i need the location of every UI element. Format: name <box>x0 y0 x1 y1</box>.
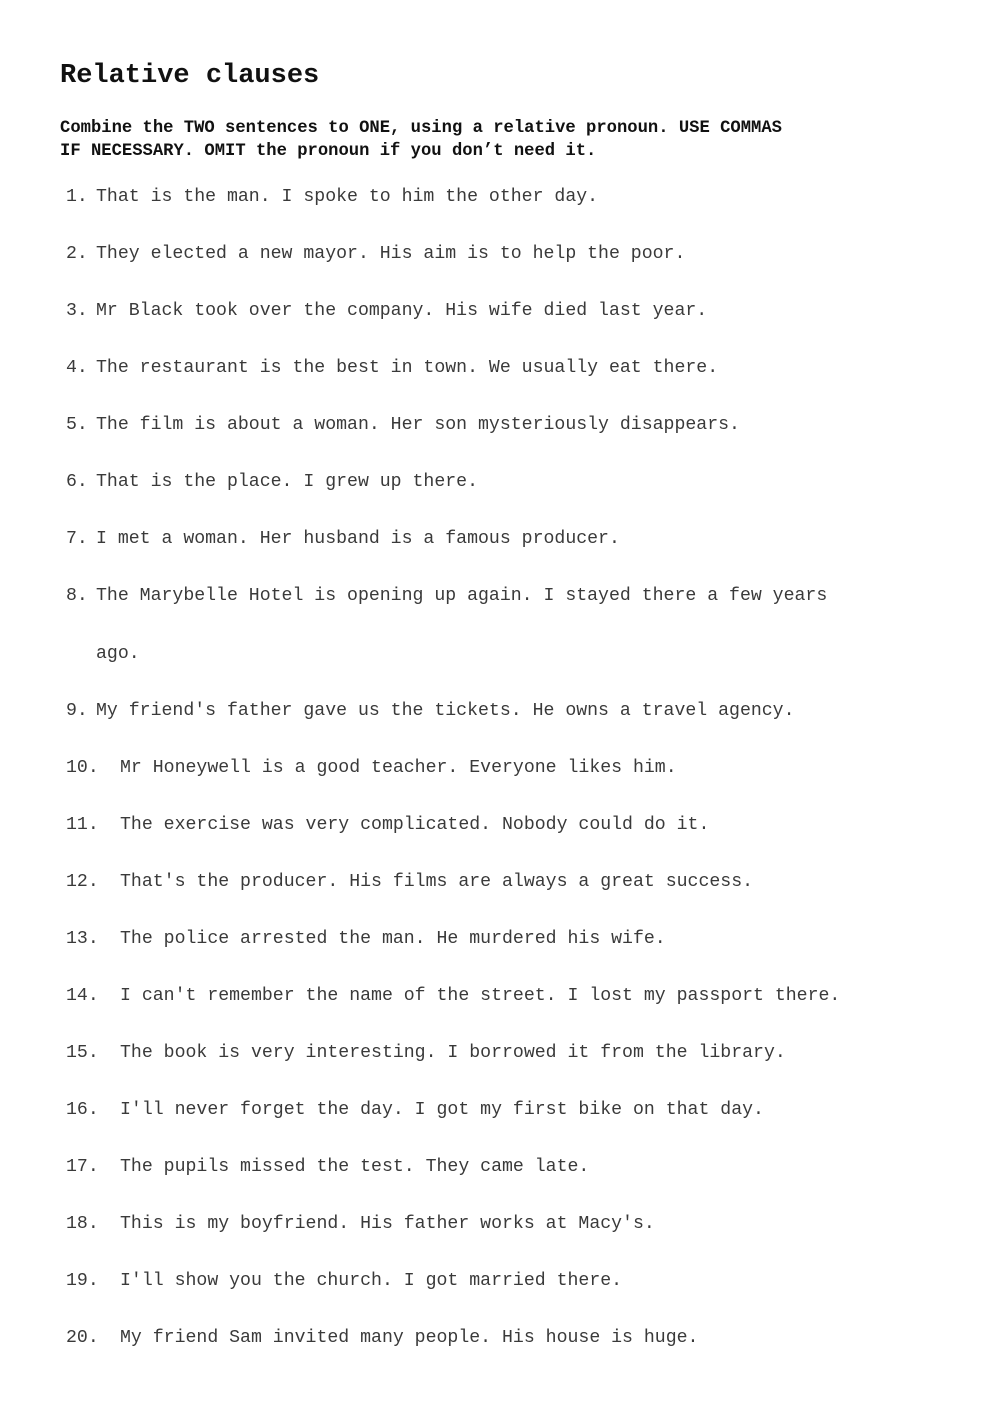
item-number: 5. <box>66 415 88 435</box>
item-number: 17. <box>66 1157 99 1177</box>
item-text: My friend's father gave us the tickets. He owns a travel agency. <box>96 701 795 721</box>
item-number: 16. <box>66 1100 99 1120</box>
exercise-item <box>66 1209 655 1239</box>
item-text: The film is about a woman. Her son mysteriously disappears. <box>96 415 740 435</box>
item-number: 3. <box>66 301 88 321</box>
exercise-item <box>66 410 740 440</box>
exercise-item <box>66 981 840 1011</box>
exercise-item <box>66 696 795 726</box>
item-text: I can't remember the name of the street. I lost my passport there. <box>120 986 841 1006</box>
item-number: 11. <box>66 815 99 835</box>
item-text: The restaurant is the best in town. We usually eat there. <box>96 358 719 378</box>
item-text: I'll show you the church. I got married there. <box>120 1271 623 1291</box>
item-number: 10. <box>66 758 99 778</box>
instructions <box>60 117 940 163</box>
item-number: 14. <box>66 986 99 1006</box>
exercise-item <box>66 182 598 212</box>
item-number: 6. <box>66 472 88 492</box>
page-title: Relative clauses <box>60 61 320 91</box>
item-number: 20. <box>66 1328 99 1348</box>
item-text: The police arrested the man. He murdered his wife. <box>120 929 666 949</box>
item-number: 9. <box>66 701 88 721</box>
item-number: 13. <box>66 929 99 949</box>
item-number: 8. <box>66 586 88 606</box>
exercise-item <box>66 810 709 840</box>
item-text-continuation: ago. <box>96 644 140 664</box>
item-number: 7. <box>66 529 88 549</box>
item-number: 1. <box>66 187 88 207</box>
item-text: That is the place. I grew up there. <box>96 472 478 492</box>
exercise-item <box>66 1323 698 1353</box>
item-text: I met a woman. Her husband is a famous producer. <box>96 529 620 549</box>
item-number: 12. <box>66 872 99 892</box>
item-number: 19. <box>66 1271 99 1291</box>
exercise-item <box>66 296 707 326</box>
exercise-item <box>66 467 478 497</box>
item-text: That's the producer. His films are always a great success. <box>120 872 754 892</box>
item-text: That is the man. I spoke to him the other day. <box>96 187 599 207</box>
exercise-item <box>66 1152 589 1182</box>
exercise-item <box>66 353 718 383</box>
exercise-item <box>66 1266 622 1296</box>
instructions-line-1: Combine the TWO sentences to ONE, using a relative pronoun. USE COMMAS <box>60 119 782 138</box>
item-text: The exercise was very complicated. Nobody could do it. <box>120 815 710 835</box>
item-text: The pupils missed the test. They came late. <box>120 1157 590 1177</box>
exercise-item <box>66 239 685 269</box>
item-text: Mr Black took over the company. His wife died last year. <box>96 301 708 321</box>
item-text: I'll never forget the day. I got my first bike on that day. <box>120 1100 764 1120</box>
exercise-item <box>66 753 677 783</box>
item-text: The book is very interesting. I borrowed it from the library. <box>120 1043 786 1063</box>
item-number: 18. <box>66 1214 99 1234</box>
item-text: They elected a new mayor. His aim is to help the poor. <box>96 244 686 264</box>
exercise-item <box>66 524 620 554</box>
item-number: 15. <box>66 1043 99 1063</box>
item-number: 2. <box>66 244 88 264</box>
exercise-item <box>66 1038 786 1068</box>
item-text: My friend Sam invited many people. His house is huge. <box>120 1328 699 1348</box>
exercise-item <box>66 1095 764 1125</box>
exercise-item <box>66 867 753 897</box>
item-text: This is my boyfriend. His father works at Macy's. <box>120 1214 655 1234</box>
item-text: Mr Honeywell is a good teacher. Everyone likes him. <box>120 758 677 778</box>
instructions-line-2: IF NECESSARY. OMIT the pronoun if you don’t need it. <box>60 142 597 161</box>
exercise-item <box>66 581 827 611</box>
item-number: 4. <box>66 358 88 378</box>
item-text: The Marybelle Hotel is opening up again. I stayed there a few years <box>96 586 828 606</box>
exercise-item <box>66 924 666 954</box>
